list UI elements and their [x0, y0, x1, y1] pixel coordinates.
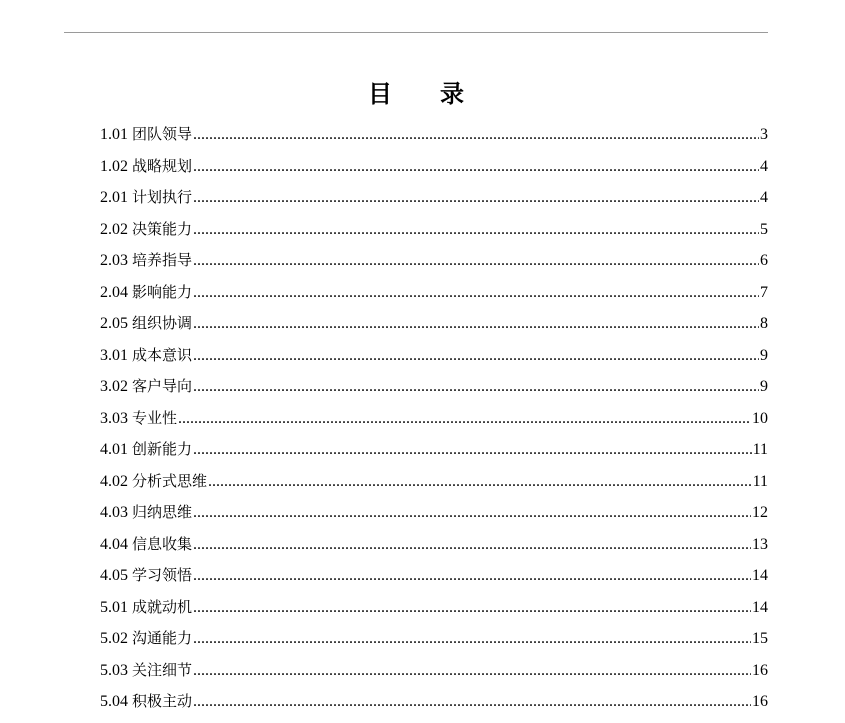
- header-rule: [64, 32, 768, 33]
- toc-entry[interactable]: [100, 119, 768, 151]
- toc-entry-number: 2.01: [100, 189, 128, 206]
- toc-dot-leader: [193, 592, 751, 624]
- toc-entry-label: 专业性: [132, 408, 178, 427]
- toc-entry-number: 2.03: [100, 252, 128, 269]
- toc-dot-leader: [193, 434, 752, 466]
- toc-entry-label: 影响能力: [132, 282, 193, 301]
- toc-entry-number: 5.02: [100, 630, 128, 647]
- toc-entry-page: 8: [760, 315, 768, 332]
- toc-entry-number: 3.03: [100, 409, 128, 427]
- toc-entry[interactable]: [100, 592, 768, 624]
- toc-entry-page: 16: [752, 661, 768, 679]
- toc-entry-label: 学习领悟: [132, 566, 193, 584]
- toc-entry-page: 4: [760, 157, 768, 175]
- toc-entry-label: 分析式思维: [132, 471, 208, 490]
- toc-entry-page: 7: [760, 283, 768, 301]
- toc-entry-label: 战略规划: [132, 156, 193, 175]
- toc-entry-label: 信息收集: [132, 534, 193, 553]
- toc-dot-leader: [193, 245, 759, 277]
- toc-entry-label: 成就动机: [132, 597, 193, 616]
- toc-entry[interactable]: [100, 686, 768, 718]
- toc-entry-label: 团队领导: [132, 125, 193, 143]
- toc-entry-page: 4: [760, 189, 768, 206]
- toc-dot-leader: [193, 623, 751, 655]
- toc-entry-page: 3: [760, 126, 768, 143]
- toc-entry[interactable]: [100, 529, 768, 561]
- toc-dot-leader: [193, 119, 759, 151]
- toc-dot-leader: [193, 560, 751, 592]
- toc-entry-number: 2.02: [100, 220, 128, 238]
- toc-entry-number: 5.01: [100, 598, 128, 616]
- toc-entry[interactable]: [100, 466, 768, 498]
- toc-entry[interactable]: [100, 623, 768, 655]
- toc-dot-leader: [193, 308, 759, 340]
- toc-entry-number: 3.01: [100, 346, 128, 364]
- toc-entry-page: 16: [752, 693, 768, 710]
- toc-entry[interactable]: [100, 655, 768, 687]
- toc-entry-number: 5.04: [100, 693, 128, 710]
- toc-entry-number: 2.05: [100, 315, 128, 332]
- toc-entry-page: 11: [752, 441, 768, 458]
- toc-entry-number: 4.05: [100, 567, 128, 584]
- toc-dot-leader: [178, 403, 751, 435]
- toc-entry[interactable]: [100, 151, 768, 183]
- toc-title: [0, 78, 832, 110]
- toc-entry-label: 决策能力: [132, 219, 193, 238]
- toc-dot-leader: [193, 497, 751, 529]
- toc-entry[interactable]: [100, 340, 768, 372]
- toc-entry-page: 10: [752, 409, 768, 427]
- toc-entry-number: 2.04: [100, 283, 128, 301]
- toc-entry[interactable]: [100, 371, 768, 403]
- toc-title-part1: 目: [368, 80, 392, 108]
- toc-dot-leader: [193, 214, 759, 246]
- toc-title-part2: 录: [440, 80, 464, 108]
- toc-entry[interactable]: [100, 214, 768, 246]
- toc-entry-label: 关注细节: [132, 660, 193, 679]
- toc-entry[interactable]: [100, 560, 768, 592]
- toc-entry-page: 9: [760, 346, 768, 364]
- toc-entry-label: 培养指导: [132, 251, 193, 269]
- toc-dot-leader: [193, 686, 751, 718]
- toc-entry-label: 积极主动: [132, 692, 193, 710]
- toc-entry[interactable]: [100, 277, 768, 309]
- toc-entry-page: 11: [752, 472, 768, 490]
- toc-entry[interactable]: [100, 182, 768, 214]
- toc-dot-leader: [193, 277, 759, 309]
- toc-list: [100, 119, 768, 718]
- toc-entry-number: 1.02: [100, 157, 128, 175]
- toc-entry-label: 成本意识: [132, 345, 193, 364]
- toc-dot-leader: [193, 182, 759, 214]
- toc-entry-page: 13: [752, 535, 768, 553]
- toc-entry[interactable]: [100, 403, 768, 435]
- toc-entry-label: 组织协调: [132, 314, 193, 332]
- toc-entry-page: 14: [752, 598, 768, 616]
- toc-dot-leader: [208, 466, 752, 498]
- toc-dot-leader: [193, 340, 759, 372]
- toc-dot-leader: [193, 655, 751, 687]
- toc-entry-page: 6: [760, 252, 768, 269]
- toc-entry[interactable]: [100, 245, 768, 277]
- toc-dot-leader: [193, 151, 759, 183]
- toc-entry-number: 4.03: [100, 504, 128, 521]
- toc-entry[interactable]: [100, 497, 768, 529]
- toc-entry-label: 计划执行: [132, 188, 193, 206]
- toc-entry-page: 14: [752, 567, 768, 584]
- toc-entry-number: 4.04: [100, 535, 128, 553]
- toc-entry-page: 15: [752, 630, 768, 647]
- toc-entry-number: 4.01: [100, 441, 128, 458]
- toc-entry-label: 沟通能力: [132, 629, 193, 647]
- toc-entry-page: 12: [752, 504, 768, 521]
- toc-entry-number: 5.03: [100, 661, 128, 679]
- toc-entry-page: 9: [760, 378, 768, 395]
- toc-entry[interactable]: [100, 434, 768, 466]
- toc-entry[interactable]: [100, 308, 768, 340]
- toc-entry-label: 归纳思维: [132, 503, 193, 521]
- toc-entry-number: 1.01: [100, 126, 128, 143]
- toc-entry-number: 3.02: [100, 378, 128, 395]
- toc-entry-number: 4.02: [100, 472, 128, 490]
- toc-entry-label: 创新能力: [132, 440, 193, 458]
- toc-entry-page: 5: [760, 220, 768, 238]
- toc-dot-leader: [193, 371, 759, 403]
- toc-entry-label: 客户导向: [132, 377, 193, 395]
- toc-dot-leader: [193, 529, 751, 561]
